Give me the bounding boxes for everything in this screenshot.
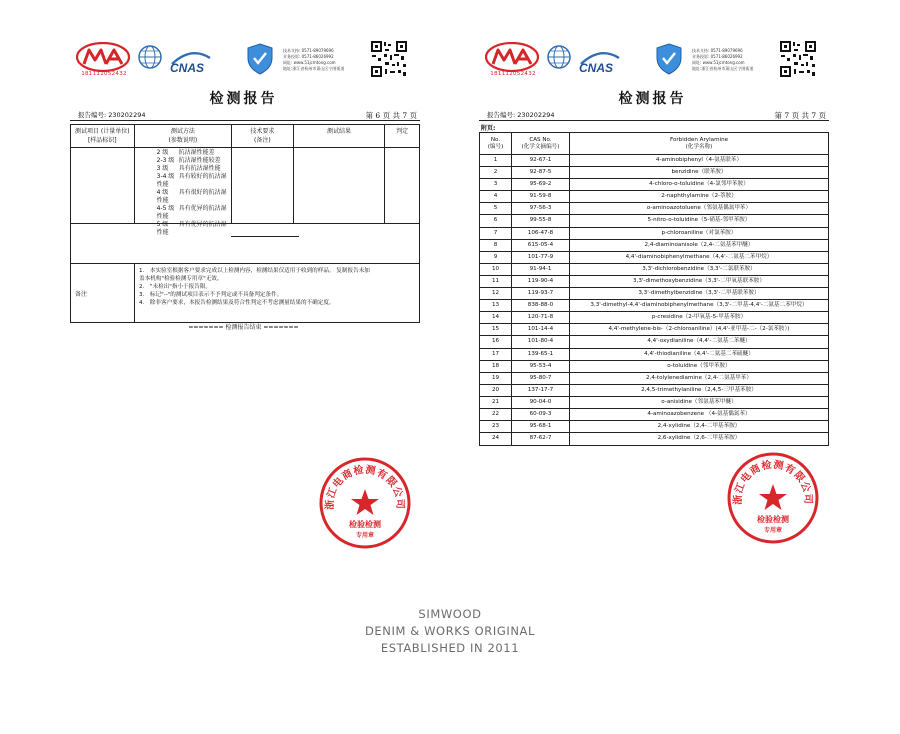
web-url: www.51jcmtong.com	[702, 60, 745, 65]
header-rule	[479, 120, 829, 121]
grade-value: 4-5 级	[156, 205, 175, 212]
shield-check-icon	[245, 42, 275, 78]
chemical-name: o-toluidine（邻甲苯胺）	[667, 362, 731, 369]
brand-established: ESTABLISHED IN 2011	[380, 641, 520, 655]
qr-code-icon	[779, 40, 817, 78]
row-number: 23	[480, 421, 512, 432]
chemical-name: o-aminoazotoluene（邻氨基偶氮甲苯）	[646, 205, 752, 212]
arylamine-table	[479, 132, 829, 446]
row-number: 24	[480, 433, 512, 445]
note-line: 盖本机构"检验检测专用章"无效。	[139, 276, 223, 282]
cas-number: 97-56-3	[512, 203, 570, 214]
appendix-label: 附页:	[481, 125, 496, 132]
grade-level-item	[157, 165, 232, 173]
grade-value: 2-3 级	[156, 157, 175, 164]
chemical-name: 5-nitro-o-toluidine（5-硝基-邻甲苯胺）	[647, 217, 751, 224]
grade-levels-row	[71, 148, 419, 236]
col-method: 测试方法 (参数说明)	[135, 125, 232, 147]
row-number: 16	[480, 336, 512, 347]
notes-label: 备注	[71, 264, 135, 322]
table-row	[480, 167, 828, 179]
cnas-icon	[168, 44, 214, 78]
table-row	[480, 385, 828, 397]
table-row	[480, 433, 828, 445]
cas-number: 139-65-1	[512, 349, 570, 360]
chemical-name: 4,4'-methylene-bis-（2-chloroaniline）(4,4'-亚甲基-二-（2-氯苯胺）)	[608, 326, 790, 333]
row-number: 12	[480, 288, 512, 299]
chemical-name: 2-naphthylamine（2-萘胺）	[661, 193, 737, 200]
grade-levels	[135, 148, 233, 236]
grade-value: 5 级	[156, 221, 169, 228]
chemical-name: benzidine（联苯胺）	[671, 169, 727, 176]
grade-level-item	[157, 189, 232, 205]
chemical-name: 2,4,5-trimethylaniline（2,4,5-三甲基苯胺）	[641, 386, 757, 393]
complaint-label: 业务投诉:	[692, 54, 710, 59]
chemical-name: o-anisidine（邻氨基苯甲醚）	[661, 398, 737, 405]
row-number: 21	[480, 397, 512, 408]
row-number: 19	[480, 373, 512, 384]
cas-number: 87-62-7	[512, 433, 570, 445]
contact-info	[283, 48, 373, 72]
cas-number: 838-88-0	[512, 300, 570, 311]
table-row	[480, 324, 828, 336]
cnas-icon	[577, 44, 623, 78]
note-line: 2. "未检出"指小于报告限。	[139, 284, 212, 290]
official-seal	[317, 455, 413, 551]
grade-level-item	[157, 157, 232, 165]
table-row	[480, 264, 828, 276]
chemical-name: 4,4'-oxydianiline（4,4'-二氨基二苯醚）	[647, 338, 751, 345]
grade-description: 抗沾湿性能差	[178, 149, 215, 156]
cas-number: 101-77-9	[512, 252, 570, 263]
chemical-name: 2,4-diaminoanisole（2,4-二氨基苯甲醚）	[644, 241, 754, 248]
page-title: 检测报告	[209, 91, 278, 107]
cas-number: 92-87-5	[512, 167, 570, 178]
ma-logo	[485, 42, 539, 80]
cas-number: 615-05-4	[512, 240, 570, 251]
brand-footer	[0, 606, 900, 657]
table-row	[480, 336, 828, 348]
note-line: 3. 标记"--"的测试项目表示不予判定或不具备判定条件。	[139, 292, 283, 298]
table-row	[480, 228, 828, 240]
col-no: No. (编号)	[480, 133, 512, 154]
ecommerce-testing-logo	[245, 42, 275, 78]
table-row	[480, 373, 828, 385]
row-number: 20	[480, 385, 512, 396]
row-number: 17	[480, 349, 512, 360]
ilac-globe-icon	[136, 44, 164, 78]
grade-description: 具有抗沾湿性能	[178, 165, 221, 172]
table-row	[480, 409, 828, 421]
shield-check-icon	[654, 42, 684, 78]
chemical-name: 3,3'-dimethoxybenzidine（3,3'-二甲氧基联苯胺）	[633, 277, 765, 284]
chemical-name: 4-aminoazobenzene （4-氨基偶氮苯）	[647, 410, 751, 417]
row-number: 13	[480, 300, 512, 311]
cas-number: 101-14-4	[512, 324, 570, 335]
chemical-name: p-chloroaniline（对氯苯胺）	[661, 229, 737, 236]
table-row	[480, 288, 828, 300]
web-url: www.51jcmtong.com	[293, 60, 336, 65]
chemical-name: 4-aminobiphenyl（4-氨基联苯）	[655, 157, 743, 163]
notes-text	[135, 264, 419, 322]
cas-number: 95-53-4	[512, 361, 570, 372]
brand-tagline: DENIM & WORKS ORIGINAL	[364, 624, 536, 638]
report-number: 报告编号: 230202294	[487, 111, 555, 119]
complaint-phone: 0571-86026992	[301, 54, 334, 59]
grade-level-item	[157, 149, 232, 157]
support-label: 技术支持:	[692, 48, 710, 53]
cas-number: 90-04-0	[512, 397, 570, 408]
page-indicator: 第 7 页 共 7 页	[774, 111, 826, 120]
page-indicator: 第 6 页 共 7 页	[365, 111, 417, 120]
cas-number: 106-47-8	[512, 228, 570, 239]
cnas-logo	[577, 44, 623, 78]
complaint-label: 业务投诉:	[283, 54, 301, 59]
svg-text:浙江电商检测有限公司: 浙江电商检测有限公司	[732, 459, 814, 505]
cas-number: 91-94-1	[512, 264, 570, 275]
cas-number: 95-68-1	[512, 421, 570, 432]
cas-number: 101-80-4	[512, 336, 570, 347]
ma-icon	[76, 42, 130, 72]
table-row	[480, 397, 828, 409]
grade-level-item	[157, 173, 232, 189]
grade-description: 具有很好的抗沾湿性能	[156, 189, 227, 204]
row-number: 5	[480, 203, 512, 214]
grade-description: 抗沾湿性能较差	[178, 157, 221, 164]
support-label: 技术支持:	[283, 48, 301, 53]
grade-description: 具有优异的抗沾湿性能	[156, 205, 227, 220]
table-row	[480, 240, 828, 252]
brand-name: SIMWOOD	[418, 607, 482, 621]
table-header-row	[71, 125, 419, 148]
table-row	[480, 361, 828, 373]
qr-code-icon	[370, 40, 408, 78]
chemical-name: 2,6-xylidine（2,6-二甲基苯胺）	[657, 435, 741, 442]
row-number: 3	[480, 179, 512, 190]
table-row	[480, 421, 828, 433]
row-number: 15	[480, 324, 512, 335]
seal-star-icon	[351, 489, 379, 515]
contact-info	[692, 48, 782, 72]
cas-number: 60-09-3	[512, 409, 570, 420]
header-logos	[479, 38, 829, 84]
row-number: 9	[480, 252, 512, 263]
table-row	[480, 312, 828, 324]
blank-row	[71, 224, 419, 264]
row-number: 14	[480, 312, 512, 323]
grade-value: 4 级	[156, 189, 169, 196]
grade-value: 2 级	[156, 149, 169, 156]
cnas-logo	[168, 44, 214, 78]
table-row	[480, 203, 828, 215]
ilac-logo	[136, 44, 164, 78]
grade-value: 3 级	[156, 165, 169, 172]
report-end-mark: ======= 检测报告结束 =======	[188, 324, 299, 331]
complaint-phone: 0571-86026992	[710, 54, 743, 59]
table-row	[480, 179, 828, 191]
note-line: 4. 除非客户要求，本报告检测结果及符合性判定不考虑测量结果的不确定度。	[139, 300, 335, 306]
ma-number: 181112052432	[81, 71, 127, 77]
svg-text:专用章: 专用章	[763, 527, 783, 534]
support-phone: 0571-89079696	[710, 48, 743, 53]
row-number: 8	[480, 240, 512, 251]
ilac-globe-icon	[545, 44, 573, 78]
chemical-name: 3,3'-dichlorobenzidine（3,3'-二氯联苯胺）	[642, 265, 756, 272]
svg-text:检验检测: 检验检测	[349, 519, 381, 529]
col-requirement: 技术要求 (备注)	[232, 125, 294, 147]
grade-description: 具有优异的抗沾湿性能	[156, 221, 227, 236]
row-number: 22	[480, 409, 512, 420]
official-seal	[725, 450, 821, 546]
test-table	[70, 124, 420, 323]
page-title: 检测报告	[618, 91, 687, 107]
table-row	[480, 155, 828, 167]
table-row	[480, 300, 828, 312]
row-number: 1	[480, 155, 512, 166]
cas-number: 99-55-8	[512, 215, 570, 226]
svg-text:浙江电商检测有限公司: 浙江电商检测有限公司	[324, 464, 406, 510]
cas-number: 95-69-2	[512, 179, 570, 190]
cas-number: 95-80-7	[512, 373, 570, 384]
row-number: 18	[480, 361, 512, 372]
col-name: Forbidden Arylamine (化学名称)	[669, 136, 729, 150]
svg-text:专用章: 专用章	[355, 532, 375, 539]
table-row	[480, 276, 828, 288]
chemical-name: 4,4'-diaminobiphenylmethane（4,4'-二氨基二苯甲烷）	[625, 253, 773, 260]
table-row	[480, 252, 828, 264]
chemical-name: 2,4-xylidine（2,4-二甲基苯胺）	[657, 423, 741, 430]
support-phone: 0571-89079696	[301, 48, 334, 53]
qr-code	[779, 40, 817, 78]
web-label: 网址:	[692, 60, 702, 65]
header-rule	[70, 120, 420, 121]
table-header-row	[480, 133, 828, 155]
chemical-name: 4-chloro-o-toluidine（4-氯邻甲苯胺）	[649, 181, 749, 188]
row-number: 2	[480, 167, 512, 178]
cas-number: 119-93-7	[512, 288, 570, 299]
chemical-name: 3,3'-dimethyl-4,4'-diaminobiphenylmethane（3,3'-二甲基-4,4'-二氨基二苯甲烷）	[590, 302, 808, 309]
address: 地址:浙江省杭州市萧山区宁围街道	[283, 66, 345, 71]
chemical-name: 4,4'-thiodianiline（4,4'-二氨基二苯硫醚）	[644, 350, 754, 357]
svg-text:检验检测: 检验检测	[757, 514, 789, 524]
chemical-name: 3,3'-dimethylbenzidine（3,3'-二甲基联苯胺）	[638, 290, 760, 297]
seal-star-icon	[759, 484, 787, 510]
ma-number: 181112052432	[490, 71, 536, 77]
header-logos	[70, 38, 420, 84]
cas-number: 120-71-8	[512, 312, 570, 323]
notes-row	[71, 264, 419, 322]
grade-value: 3-4 级	[156, 173, 175, 180]
row-number: 11	[480, 276, 512, 287]
col-result: 测试结果	[294, 125, 385, 147]
qr-code	[370, 40, 408, 78]
row-number: 6	[480, 215, 512, 226]
cas-number: 92-67-1	[512, 155, 570, 166]
note-line: 1. 本实验室根据客户要求完成以上检测内容，检测结果仅适用于收到的样品。 复制报告未加	[139, 268, 370, 274]
table-row	[480, 191, 828, 203]
svg-text:CNAS: CNAS	[579, 61, 614, 75]
cas-number: 119-90-4	[512, 276, 570, 287]
grade-level-item	[157, 205, 232, 221]
col-item: 测试项目 (计量单位) [样品标识]	[71, 125, 135, 147]
grade-description: 具有较好的抗沾湿性能	[156, 173, 227, 188]
row-number: 4	[480, 191, 512, 202]
cas-number: 91-59-8	[512, 191, 570, 202]
table-row	[480, 215, 828, 227]
ilac-logo	[545, 44, 573, 78]
row-number: 7	[480, 228, 512, 239]
row-number: 10	[480, 264, 512, 275]
chemical-name: p-cresidine（2-甲氧基-5-甲基苯胺）	[651, 314, 747, 321]
cas-number: 137-17-7	[512, 385, 570, 396]
col-cas: CAS No. (化学文摘编号)	[512, 133, 570, 154]
ma-icon	[485, 42, 539, 72]
web-label: 网址:	[283, 60, 293, 65]
report-number: 报告编号: 230202294	[78, 111, 146, 119]
blank-dash	[231, 236, 299, 237]
ma-logo	[76, 42, 130, 80]
chemical-name: 2,4-tolylenediamine（2,4-二氨基甲苯）	[646, 374, 752, 381]
address: 地址:浙江省杭州市萧山区宁围街道	[692, 66, 754, 71]
svg-text:CNAS: CNAS	[170, 61, 205, 75]
table-row	[480, 349, 828, 361]
ecommerce-testing-logo	[654, 42, 684, 78]
col-judgement: 判定	[396, 128, 409, 135]
